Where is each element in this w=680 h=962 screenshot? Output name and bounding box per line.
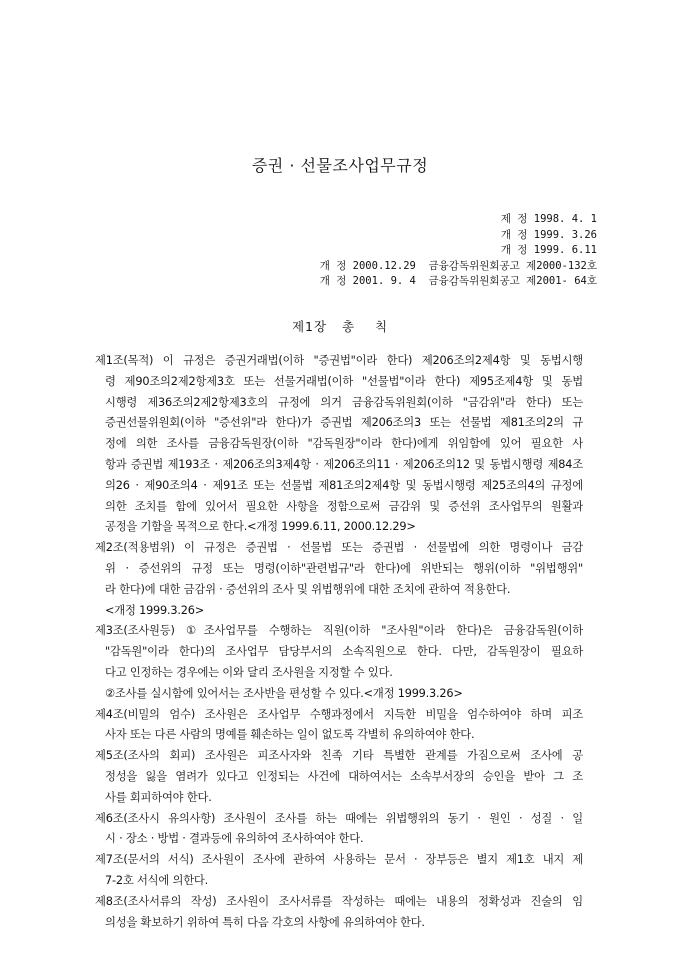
body-line: 7-2호 서식에 의한다.	[105, 873, 209, 887]
body-line: 제6조(조사시 유의사항) 조사원이 조사를 하는 때에는 위법행위의 동기 · 원인 · 성질 · 일	[95, 811, 583, 825]
body-line: 제3조(조사원등) ①조사업무를 수행하는 직원(이하 "조사원"이라 한다)은 금융감독원(이하	[95, 624, 583, 638]
body-line: 공정을 기함을 목적으로 한다.<개정 1999.6.11, 2000.12.29>	[105, 520, 416, 534]
body-line: 의성을 확보하기 위하여 특히 다음 각호의 사항에 유의하여야 한다.	[105, 915, 425, 929]
history-line: 개 정 2000.12.29 금융감독위원회공고 제2000-132호	[319, 259, 597, 272]
body-line: 항과 증권법 제193조 · 제206조의3제4항 · 제206조의11 · 제206조의12 및 동법시행령 제84조	[105, 457, 583, 471]
body-line: 사자 또는 다른 사람의 명예를 훼손하는 일이 없도록 각별히 유의하여야 한다.	[105, 728, 475, 742]
body-line: 제4조(비밀의 엄수) 조사원은 조사업무 수행과정에서 지득한 비밀을 엄수하여야 하며 피조	[95, 707, 583, 721]
body-line: 의한 조치를 함에 있어서 필요한 사항을 정함으로써 금감위 및 증선위 조사업무의 원활과	[105, 499, 583, 513]
history-line: 개 정 2001. 9. 4 금융감독위원회공고 제2001- 64호	[319, 275, 597, 288]
body-line: 의26 · 제90조의4 · 제91조 또는 선물법 제81조의2제4항 및 동법시행령 제25조의4의 규정에	[105, 478, 583, 492]
chapter-title: 총 칙	[341, 319, 389, 334]
chapter-heading	[0, 317, 680, 335]
body-line: 제7조(문서의 서식) 조사원이 조사에 관하여 사용하는 문서 · 장부등은 별지 제1호 내지 제	[95, 853, 583, 867]
body-line: ②조사를 실시함에 있어서는 조사반을 편성할 수 있다.<개정 1999.3.26>	[105, 686, 463, 700]
body-line: 라 한다)에 대한 금감위 · 증선위의 조사 및 위법행위에 대한 조치에 관하여 적용한다.	[105, 582, 511, 596]
body-line: <개정 1999.3.26>	[105, 603, 205, 617]
body-line: 정에 의한 조사를 금융감독원장(이하 "감독원장"이라 한다)에게 위임함에 있어 필요한 사	[105, 437, 583, 451]
document-title: 증권 · 선물조사업무규정	[251, 156, 429, 175]
body-line: 증권선물위원회(이하 "증선위"라 한다)가 증권법 제206조의3 또는 선물법 제81조의2의 규	[105, 416, 583, 430]
history-line: 제 정 1998. 4. 1	[500, 213, 597, 225]
document-body	[95, 351, 583, 933]
body-line: 령 제90조의2제2항제3호 또는 선물거래법(이하 "선물법"이라 한다) 제95조제4항 및 동법	[105, 374, 583, 388]
body-line: 사를 회피하여야 한다.	[105, 790, 212, 804]
body-line: 제2조(적용범위) 이 규정은 증권법 · 선물법 또는 증권법 · 선물법에 의한 명령이나 금감	[95, 541, 583, 555]
body-line: 위 · 증선위의 규정 또는 명령(이하"관련법규"라 한다)에 위반되는 행위(이하 "위법행위"	[105, 561, 583, 575]
body-line: 제5조(조사의 회피) 조사원은 피조사자와 친족 기타 특별한 관계를 가짐으로써 조사에 공	[95, 749, 583, 763]
body-line: 제8조(조사서류의 작성) 조사원이 조사서류를 작성하는 때에는 내용의 정확성과 진술의 임	[95, 894, 583, 908]
chapter-number: 제1장	[291, 319, 328, 334]
body-line: 시행령 제36조의2제2항제3호의 규정에 의거 금융감독위원회(이하 "금감위"라 한다) 또는	[105, 395, 583, 409]
body-line: 다고 인정하는 경우에는 이와 달리 조사원을 지정할 수 있다.	[105, 665, 393, 679]
body-line: 제1조(목적) 이 규정은 증권거래법(이하 "증권법"이라 한다) 제206조의2제4항 및 동법시행	[95, 354, 583, 367]
revision-history	[320, 212, 597, 290]
body-line: "감독원"이라 한다)의 조사업무 담당부서의 소속직원으로 한다. 다만, 감독원장이 필요하	[105, 645, 583, 659]
body-line: 정성을 잃을 염려가 있다고 인정되는 사건에 대하여서는 소속부서장의 승인을 받아 그 조	[105, 769, 583, 783]
body-line: 시 · 장소 · 방법 · 결과등에 유의하여 조사하여야 한다.	[105, 832, 364, 846]
history-line: 개 정 1999. 6.11	[500, 244, 597, 257]
history-line: 개 정 1999. 3.26	[500, 228, 597, 241]
